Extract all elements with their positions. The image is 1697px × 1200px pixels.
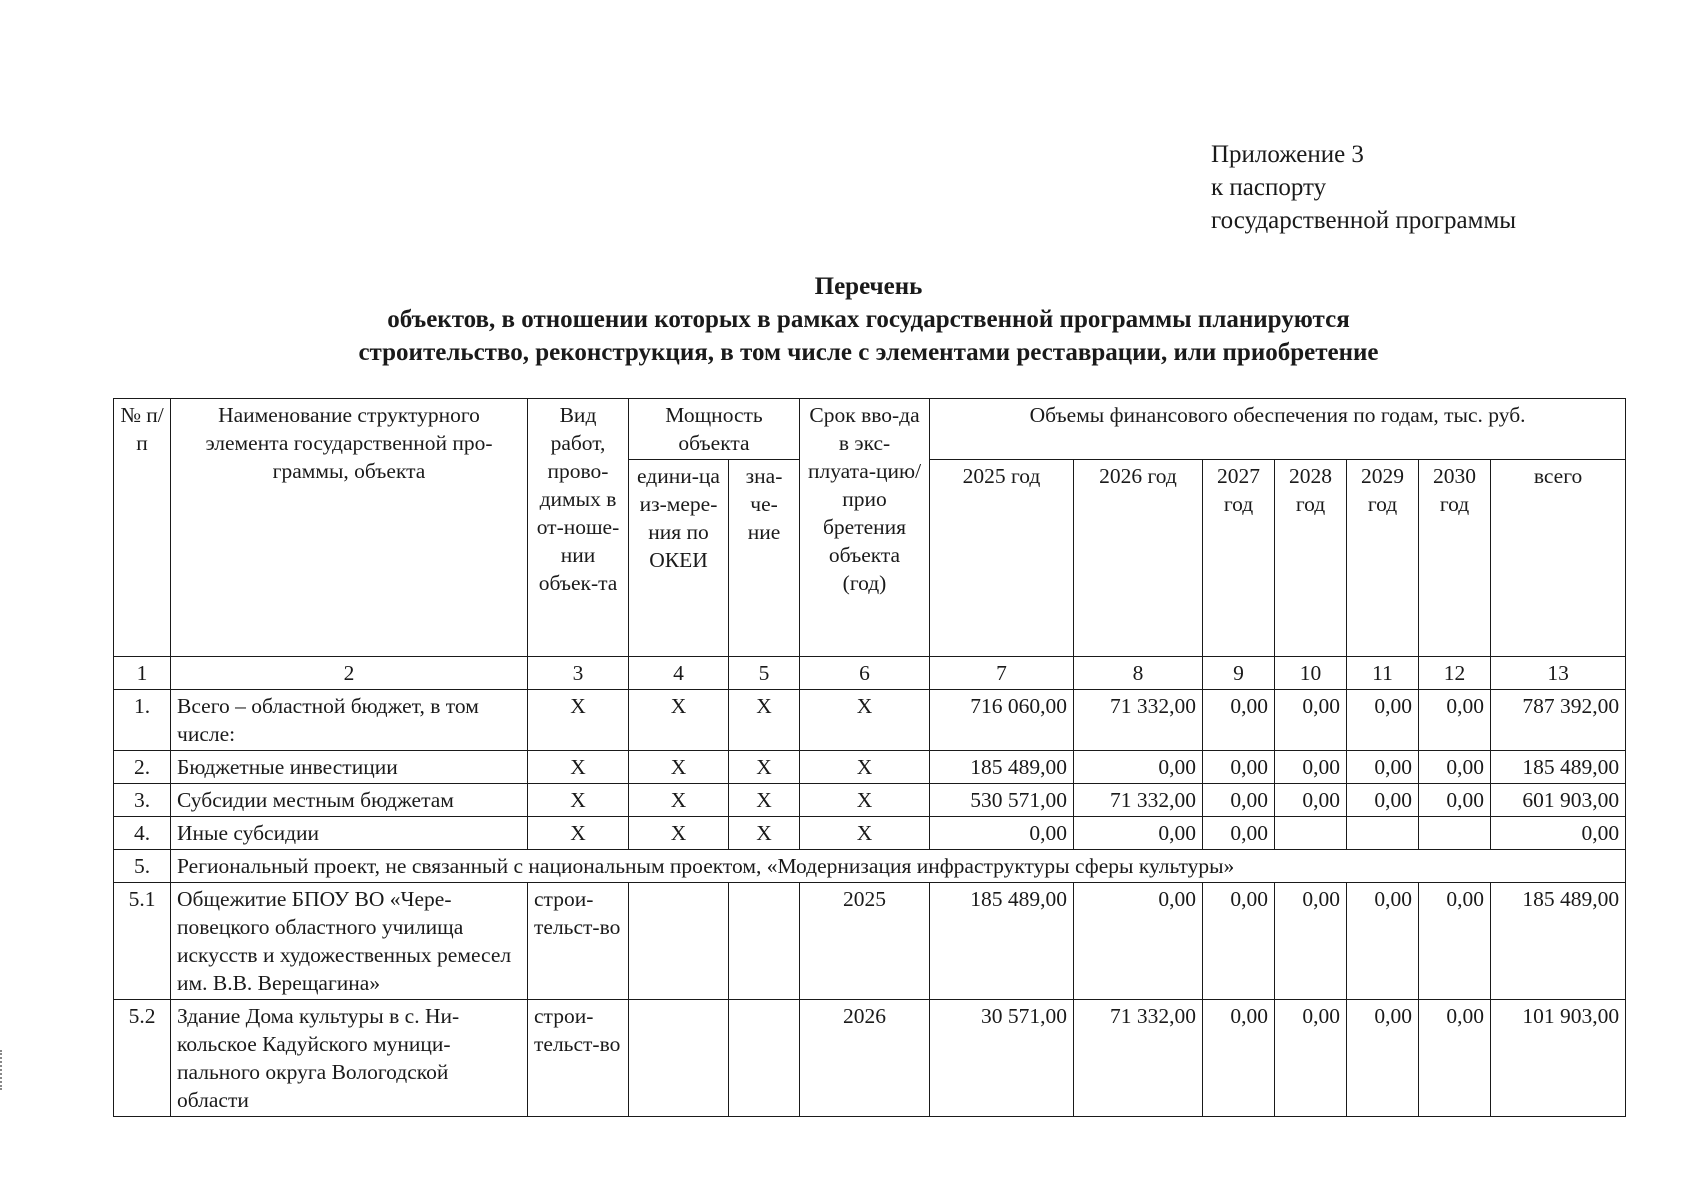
col-number: 13 xyxy=(1491,657,1626,690)
row-2028: 0,00 xyxy=(1275,883,1347,1000)
row-2026: 0,00 xyxy=(1074,883,1203,1000)
row-unit: X xyxy=(629,784,729,817)
title-line-3: строительство, реконструкция, в том числе с элементами реставрации, или приобретение xyxy=(358,339,1379,366)
row-2028 xyxy=(1275,817,1347,850)
annex-note xyxy=(1211,138,1516,237)
row-total: 185 489,00 xyxy=(1491,751,1626,784)
header-2030: 2030 год xyxy=(1419,460,1491,657)
row-2025: 716 060,00 xyxy=(930,690,1074,751)
row-num: 3. xyxy=(114,784,171,817)
row-total: 101 903,00 xyxy=(1491,1000,1626,1117)
row-2028: 0,00 xyxy=(1275,690,1347,751)
header-name: Наименование структурного элемента государственной про-граммы, объекта xyxy=(171,399,528,657)
table-row xyxy=(114,690,1626,751)
row-2030: 0,00 xyxy=(1419,1000,1491,1117)
col-number: 7 xyxy=(930,657,1074,690)
row-work: X xyxy=(528,690,629,751)
row-name: Общежитие БПОУ ВО «Чере-повецкого областного училища искусств и художественных ремесел им. В.В. Верещагина» xyxy=(171,883,528,1000)
column-numbers-row xyxy=(114,657,1626,690)
row-2029: 0,00 xyxy=(1347,690,1419,751)
row-total: 787 392,00 xyxy=(1491,690,1626,751)
col-number: 12 xyxy=(1419,657,1491,690)
header-2025: 2025 год xyxy=(930,460,1074,657)
row-term: 2025 xyxy=(800,883,930,1000)
row-2025: 185 489,00 xyxy=(930,883,1074,1000)
row-unit: X xyxy=(629,817,729,850)
row-2026: 71 332,00 xyxy=(1074,1000,1203,1117)
row-total: 185 489,00 xyxy=(1491,883,1626,1000)
row-num: 5.2 xyxy=(114,1000,171,1117)
row-value xyxy=(729,883,800,1000)
row-value: X xyxy=(729,817,800,850)
row-term: 2026 xyxy=(800,1000,930,1117)
row-name: Всего – областной бюджет, в том числе: xyxy=(171,690,528,751)
row-2029: 0,00 xyxy=(1347,751,1419,784)
row-work: X xyxy=(528,817,629,850)
row-num: 2. xyxy=(114,751,171,784)
row-num: 4. xyxy=(114,817,171,850)
header-finance: Объемы финансового обеспечения по годам, тыс. руб. xyxy=(930,399,1626,460)
header-num: № п/п xyxy=(114,399,171,657)
annex-line-1: Приложение 3 xyxy=(1211,141,1364,168)
row-2027: 0,00 xyxy=(1203,1000,1275,1117)
row-value: X xyxy=(729,751,800,784)
row-work: строи-тельст-во xyxy=(528,883,629,1000)
table-row xyxy=(114,784,1626,817)
row-term: X xyxy=(800,817,930,850)
row-unit xyxy=(629,1000,729,1117)
header-value: зна-че-ние xyxy=(729,460,800,657)
annex-line-2: к паспорту xyxy=(1211,174,1327,201)
table-row xyxy=(114,751,1626,784)
table-row xyxy=(114,883,1626,1000)
col-number: 9 xyxy=(1203,657,1275,690)
row-name: Здание Дома культуры в с. Ни-кольское Кадуйского муници-пального округа Вологодской области xyxy=(171,1000,528,1117)
row-total: 601 903,00 xyxy=(1491,784,1626,817)
header-total: всего xyxy=(1491,460,1626,657)
row-2028: 0,00 xyxy=(1275,1000,1347,1117)
row-2030: 0,00 xyxy=(1419,784,1491,817)
row-2029: 0,00 xyxy=(1347,784,1419,817)
row-2027: 0,00 xyxy=(1203,883,1275,1000)
row-2027: 0,00 xyxy=(1203,817,1275,850)
header-2026: 2026 год xyxy=(1074,460,1203,657)
row-2030 xyxy=(1419,817,1491,850)
title-line-2: объектов, в отношении которых в рамках государственной программы планируются xyxy=(387,306,1350,333)
col-number: 2 xyxy=(171,657,528,690)
document-title xyxy=(0,270,1697,369)
row-unit: X xyxy=(629,751,729,784)
col-number: 5 xyxy=(729,657,800,690)
col-number: 4 xyxy=(629,657,729,690)
row-2026: 0,00 xyxy=(1074,817,1203,850)
row-work: X xyxy=(528,751,629,784)
row-2028: 0,00 xyxy=(1275,784,1347,817)
row-2026: 71 332,00 xyxy=(1074,690,1203,751)
col-number: 11 xyxy=(1347,657,1419,690)
annex-line-3: государственной программы xyxy=(1211,207,1517,234)
header-unit: едини-ца из-мере-ния по ОКЕИ xyxy=(629,460,729,657)
table-row xyxy=(114,1000,1626,1117)
table-row xyxy=(114,817,1626,850)
col-number: 1 xyxy=(114,657,171,690)
row-num: 5.1 xyxy=(114,883,171,1000)
row-2028: 0,00 xyxy=(1275,751,1347,784)
col-number: 3 xyxy=(528,657,629,690)
objects-table xyxy=(113,398,1626,1117)
header-work: Вид работ, прово-димых в от-ноше-нии объек-та xyxy=(528,399,629,657)
row-term: X xyxy=(800,690,930,751)
row-unit xyxy=(629,883,729,1000)
header-2028: 2028 год xyxy=(1275,460,1347,657)
col-number: 6 xyxy=(800,657,930,690)
row-2027: 0,00 xyxy=(1203,784,1275,817)
row-value xyxy=(729,1000,800,1117)
row-2029: 0,00 xyxy=(1347,1000,1419,1117)
row-term: X xyxy=(800,784,930,817)
row-2026: 0,00 xyxy=(1074,751,1203,784)
title-line-1: Перечень xyxy=(814,273,923,300)
row-work: строи-тельст-во xyxy=(528,1000,629,1117)
scan-margin-marks xyxy=(0,1050,6,1090)
row-2029: 0,00 xyxy=(1347,883,1419,1000)
row-num: 1. xyxy=(114,690,171,751)
row-2030: 0,00 xyxy=(1419,883,1491,1000)
row-name: Субсидии местным бюджетам xyxy=(171,784,528,817)
row-2029 xyxy=(1347,817,1419,850)
col-number: 8 xyxy=(1074,657,1203,690)
header-2027: 2027 год xyxy=(1203,460,1275,657)
row-2027: 0,00 xyxy=(1203,690,1275,751)
row-term: X xyxy=(800,751,930,784)
row-2025: 30 571,00 xyxy=(930,1000,1074,1117)
header-2029: 2029 год xyxy=(1347,460,1419,657)
row-2025: 185 489,00 xyxy=(930,751,1074,784)
row-value: X xyxy=(729,784,800,817)
row-num: 5. xyxy=(114,850,171,883)
row-2030: 0,00 xyxy=(1419,751,1491,784)
row-work: X xyxy=(528,784,629,817)
col-number: 10 xyxy=(1275,657,1347,690)
header-term: Срок вво-да в экс-плуата-цию/прио бретения объекта (год) xyxy=(800,399,930,657)
row-value: X xyxy=(729,690,800,751)
row-2030: 0,00 xyxy=(1419,690,1491,751)
row-2026: 71 332,00 xyxy=(1074,784,1203,817)
row-2025: 530 571,00 xyxy=(930,784,1074,817)
row-2027: 0,00 xyxy=(1203,751,1275,784)
row-name: Бюджетные инвестиции xyxy=(171,751,528,784)
regional-project-title: Региональный проект, не связанный с национальным проектом, «Модернизация инфраструктуры сферы культуры» xyxy=(171,850,1626,883)
row-total: 0,00 xyxy=(1491,817,1626,850)
header-capacity: Мощность объекта xyxy=(629,399,800,460)
row-2025: 0,00 xyxy=(930,817,1074,850)
table-row xyxy=(114,850,1626,883)
row-unit: X xyxy=(629,690,729,751)
row-name: Иные субсидии xyxy=(171,817,528,850)
